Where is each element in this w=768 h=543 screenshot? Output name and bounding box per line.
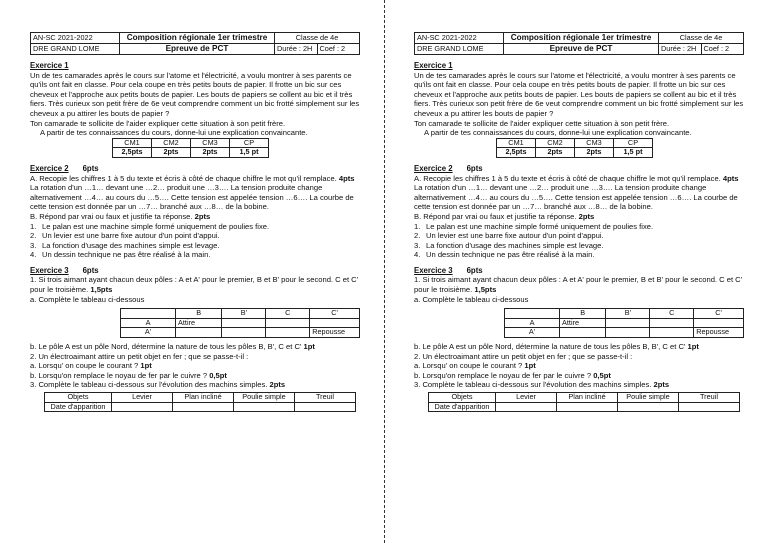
cm-header: CP xyxy=(614,138,653,148)
machines-cell xyxy=(112,402,173,412)
ex1-points-table xyxy=(112,138,269,158)
ex3-title: Exercice 3 6pts xyxy=(414,265,483,275)
poles-cell xyxy=(606,318,650,328)
ex2-qA: A. Recopie les chiffres 1 à 5 du texte et écris à côté de chaque chiffre le mot qu'il remplace. 4pts xyxy=(30,173,355,183)
header-table xyxy=(30,32,360,55)
machines-head-cell: Levier xyxy=(496,393,557,403)
poles-cell xyxy=(560,328,606,338)
poles-head-cell: C xyxy=(650,309,694,319)
exam-sheet xyxy=(414,32,744,412)
header-coef: Coef : 2 xyxy=(701,44,744,55)
poles-table xyxy=(120,308,360,338)
header-duree: Durée : 2H xyxy=(659,44,702,55)
ex1-line2: Ton camarade te sollicite de l'aider expliquer cette situation à son petit frère. xyxy=(414,118,670,128)
header-epreuve: Epreuve de PCT xyxy=(120,44,275,55)
ex1-line3: A partir de tes connaissances du cours, donne-lui une explication convaincante. xyxy=(40,128,308,138)
ex2-title: Exercice 2 6pts xyxy=(414,163,483,173)
ex3-q2a: a. Lorsqu' on coupe le courant ? 1pt xyxy=(30,361,152,371)
machines-cell xyxy=(295,402,356,412)
poles-cell xyxy=(650,328,694,338)
cm-points: 2pts xyxy=(152,148,191,158)
poles-cell: A' xyxy=(505,328,560,338)
cm-points: 2pts xyxy=(536,148,575,158)
machines-head-cell: Treuil xyxy=(295,393,356,403)
header-composition: Composition régionale 1er trimestre xyxy=(504,33,659,44)
poles-cell xyxy=(266,328,310,338)
cm-header: CM1 xyxy=(497,138,536,148)
machines-cell xyxy=(496,402,557,412)
poles-cell xyxy=(222,328,266,338)
header-ref: AN-SC 2021-2022 xyxy=(415,33,504,44)
poles-cell xyxy=(266,318,310,328)
header-table xyxy=(414,32,744,55)
header-composition: Composition régionale 1er trimestre xyxy=(120,33,275,44)
list-item: 3. La fonction d'usage des machines simple est levage. xyxy=(414,240,604,250)
list-item: 1. Le palan est une machine simple formé uniquement de poulies fixe. xyxy=(414,221,654,231)
poles-head-cell: B xyxy=(176,309,222,319)
ex3-q2: 2. Un électroaimant attire un petit objet en fer ; que se passe-t-il : xyxy=(30,351,249,361)
machines-head-cell: Objets xyxy=(45,393,112,403)
ex2-qA: A. Recopie les chiffres 1 à 5 du texte et écris à côté de chaque chiffre le mot qu'il remplace. 4pts xyxy=(414,173,739,183)
poles-cell: A xyxy=(505,318,560,328)
ex1-line2: Ton camarade te sollicite de l'aider expliquer cette situation à son petit frère. xyxy=(30,118,286,128)
cm-points: 2,5pts xyxy=(497,148,536,158)
ex3-qa: a. Complète le tableau ci-dessous xyxy=(30,294,145,304)
ex3-title: Exercice 3 6pts xyxy=(30,265,99,275)
ex3-q2: 2. Un électroaimant attire un petit objet en fer ; que se passe-t-il : xyxy=(414,351,633,361)
list-item: 2. Un levier est une barre fixe autour d'un point d'appui. xyxy=(414,231,604,241)
cm-header: CM3 xyxy=(575,138,614,148)
ex3-q2a: a. Lorsqu' on coupe le courant ? 1pt xyxy=(414,361,536,371)
list-item: 2. Un levier est une barre fixe autour d'un point d'appui. xyxy=(30,231,220,241)
machines-table xyxy=(428,392,740,412)
ex1-text: Un de tes camarades après le cours sur l'atome et l'électricité, a voulu montrer à ses parents ce qu'ils ont fait en classe. Pour cela coupe en très petits bouts de papier. Il frotte un bic sur ces cheveux et l'approche aux petits bouts de papier. Les bouts de papiers se collent au bic et il très fiers. Très curieux son petit frère de 6e veut comprendre comment un bic frotté simplement sur les cheveux a pu attirer les bouts de papier ? xyxy=(414,70,744,118)
poles-cell: A xyxy=(121,318,176,328)
poles-head-cell xyxy=(121,309,176,319)
ex2-items xyxy=(30,222,360,260)
ex3-qa: a. Complète le tableau ci-dessous xyxy=(414,294,529,304)
poles-cell: A' xyxy=(121,328,176,338)
ex2-text: La rotation d'un …1… devant une …2… produit une …3…. La tension produite change alternativement …4… au cours du …5…. Cette tension est appelée tension …6…. La courbe de cette tension est donnée par un …7… branché aux …8… de la bobine. xyxy=(30,183,354,212)
exam-sheet xyxy=(30,32,360,412)
ex1-title: Exercice 1 xyxy=(30,61,69,70)
ex1-title: Exercice 1 xyxy=(414,61,453,70)
machines-cell: Date d'apparition xyxy=(429,402,496,412)
header-classe: Classe de 4e xyxy=(275,33,360,44)
ex3-q1: 1. Si trois aimant ayant chacun deux pôles : A et A' pour le premier, B et B' pour le second. C et C' pour le troisième. 1,5pts xyxy=(414,275,743,295)
ex3-q3: 3. Complète le tableau ci-dessous sur l'évolution des machins simples. 2pts xyxy=(30,380,286,390)
header-coef: Coef : 2 xyxy=(317,44,360,55)
cm-header: CM2 xyxy=(152,138,191,148)
cm-points: 1,5 pt xyxy=(614,148,653,158)
header-classe: Classe de 4e xyxy=(659,33,744,44)
header-epreuve: Epreuve de PCT xyxy=(504,44,659,55)
list-item: 4. Un dessin technique ne pas être réalisé à la main. xyxy=(414,250,595,260)
list-item: 1. Le palan est une machine simple formé uniquement de poulies fixe. xyxy=(30,221,270,231)
poles-head-cell: B xyxy=(560,309,606,319)
machines-cell xyxy=(173,402,234,412)
ex2-items xyxy=(414,222,744,260)
cm-points: 2,5pts xyxy=(113,148,152,158)
cm-header: CM2 xyxy=(536,138,575,148)
poles-head-cell: C xyxy=(266,309,310,319)
poles-cell xyxy=(222,318,266,328)
ex3-q2b: b. Lorsqu'on remplace le noyau de fer par le cuivre ? 0,5pt xyxy=(414,370,611,380)
machines-head-cell: Levier xyxy=(112,393,173,403)
poles-cell: Repousse xyxy=(694,328,744,338)
ex1-line3: A partir de tes connaissances du cours, donne-lui une explication convaincante. xyxy=(424,128,692,138)
machines-cell xyxy=(618,402,679,412)
poles-table xyxy=(504,308,744,338)
ex3-q1: 1. Si trois aimant ayant chacun deux pôles : A et A' pour le premier, B et B' pour le second. C et C' pour le troisième. 1,5pts xyxy=(30,275,359,295)
poles-head-cell xyxy=(505,309,560,319)
ex3-q3: 3. Complète le tableau ci-dessous sur l'évolution des machins simples. 2pts xyxy=(414,380,670,390)
ex1-text: Un de tes camarades après le cours sur l'atome et l'électricité, a voulu montrer à ses parents ce qu'ils ont fait en classe. Pour cela coupe en très petits bouts de papier. Il frotte un bic sur ces cheveux et l'approche aux petits bouts de papier. Les bouts de papiers se collent au bic et il très fiers. Très curieux son petit frère de 6e veut comprendre comment un bic frotté simplement sur les cheveux a pu attirer les bouts de papier ? xyxy=(30,70,360,118)
header-ref: AN-SC 2021-2022 xyxy=(31,33,120,44)
poles-cell: Attire xyxy=(560,318,606,328)
machines-head-cell: Objets xyxy=(429,393,496,403)
cm-header: CP xyxy=(230,138,269,148)
machines-head-cell: Plan incliné xyxy=(173,393,234,403)
machines-cell: Date d'apparition xyxy=(45,402,112,412)
poles-head-cell: B' xyxy=(222,309,266,319)
ex3-qb: b. Le pôle A est un pôle Nord, détermine la nature de tous les pôles B, B', C et C' 1pt xyxy=(414,342,699,352)
ex1-points-table xyxy=(496,138,653,158)
machines-table xyxy=(44,392,356,412)
ex3-qb: b. Le pôle A est un pôle Nord, détermine la nature de tous les pôles B, B', C et C' 1pt xyxy=(30,342,315,352)
poles-cell xyxy=(650,318,694,328)
ex2-qB: B. Répond par vrai ou faux et justifie ta réponse. 2pts xyxy=(30,211,211,221)
cm-points: 1,5 pt xyxy=(230,148,269,158)
machines-cell xyxy=(234,402,295,412)
machines-cell xyxy=(557,402,618,412)
cm-header: CM3 xyxy=(191,138,230,148)
list-item: 3. La fonction d'usage des machines simple est levage. xyxy=(30,240,220,250)
poles-cell xyxy=(176,328,222,338)
machines-head-cell: Poulie simple xyxy=(234,393,295,403)
poles-cell: Repousse xyxy=(310,328,360,338)
header-dre: DRE GRAND LOME xyxy=(31,44,120,55)
poles-head-cell: C' xyxy=(310,309,360,319)
ex3-q2b: b. Lorsqu'on remplace le noyau de fer par le cuivre ? 0,5pt xyxy=(30,370,227,380)
cm-points: 2pts xyxy=(575,148,614,158)
cm-header: CM1 xyxy=(113,138,152,148)
poles-head-cell: B' xyxy=(606,309,650,319)
poles-head-cell: C' xyxy=(694,309,744,319)
cm-points: 2pts xyxy=(191,148,230,158)
page-right xyxy=(384,0,768,543)
ex2-qB: B. Répond par vrai ou faux et justifie ta réponse. 2pts xyxy=(414,211,595,221)
header-duree: Durée : 2H xyxy=(275,44,318,55)
machines-head-cell: Treuil xyxy=(679,393,740,403)
machines-cell xyxy=(679,402,740,412)
list-item: 4. Un dessin technique ne pas être réalisé à la main. xyxy=(30,250,211,260)
poles-cell: Attire xyxy=(176,318,222,328)
ex2-title: Exercice 2 6pts xyxy=(30,163,99,173)
machines-head-cell: Poulie simple xyxy=(618,393,679,403)
ex2-text: La rotation d'un …1… devant une …2… produit une …3…. La tension produite change alternativement …4… au cours du …5…. Cette tension est appelée tension …6…. La courbe de cette tension est donnée par un …7… branché aux …8… de la bobine. xyxy=(414,183,738,212)
poles-cell xyxy=(606,328,650,338)
header-dre: DRE GRAND LOME xyxy=(415,44,504,55)
machines-head-cell: Plan incliné xyxy=(557,393,618,403)
